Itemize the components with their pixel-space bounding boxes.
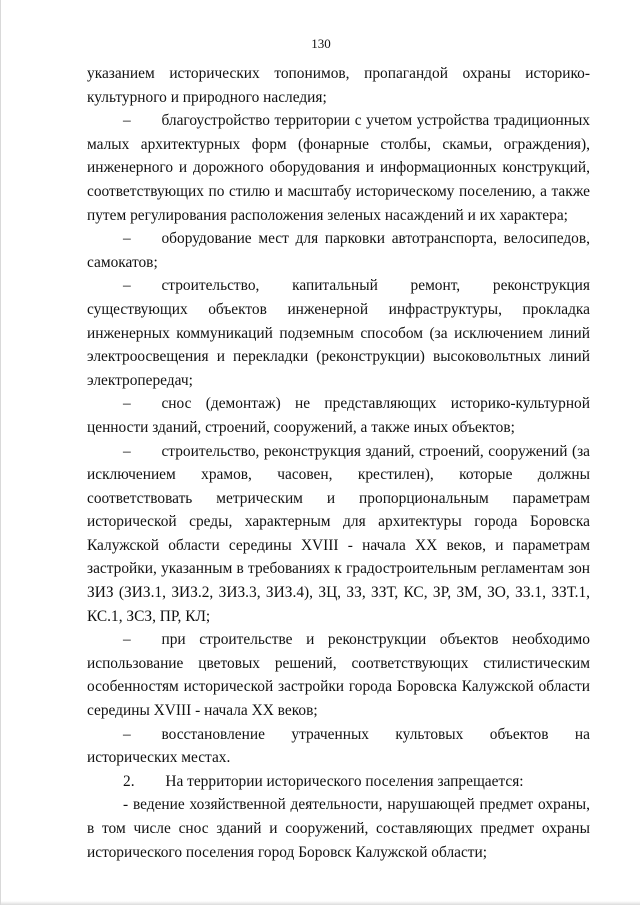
list-item-construction: – строительство, реконструкция зданий, строений, сооружений (за исключением храмов, часовен, крестилен), которые должны соответствовать метрическим и пропорциональным параметрам исторической среды, характерным для архитектуры города Боровска Калужской области середины XVIII - начала XX веков, и параметрам застройки, указанным в требованиях к градостроительным регламентам зон ЗИЗ (ЗИЗ.1, ЗИЗ.2, ЗИЗ.3, ЗИЗ.4), ЗЦ, ЗЗ, ЗЗТ, КС, ЗР, ЗМ, ЗО, ЗЗ.1, ЗЗТ.1, КС.1, ЗСЗ, ПР, КЛ; bbox=[87, 442, 590, 625]
list-item-demolition: – снос (демонтаж) не представляющих историко-культурной ценности зданий, строений, сооружений, а также иных объектов; bbox=[87, 395, 590, 436]
page-bottom-edge bbox=[1, 901, 640, 905]
page-number: 130 bbox=[311, 36, 331, 51]
list-item-landscaping: – благоустройство территории с учетом устройства традиционных малых архитектурных форм (фонарные столбы, скамьи, ограждения), инженерного и дорожного оборудования и информационных конструкций, соответствующих по стилю и масштабу историческому поселению, а также путем регулирования расположения зеленых насаждений и их характера; bbox=[87, 112, 590, 224]
list-item-colors: – при строительстве и реконструкции объектов необходимо использование цветовых решений, соответствующих стилистическим особенностям исторической застройки города Боровска Калужской области середины XVIII - начала XX веков; bbox=[87, 631, 590, 720]
list-item-infrastructure: – строительство, капитальный ремонт, реконструкция существующих объектов инженерной инфраструктуры, прокладка инженерных коммуникаций подземным способом (за исключением линий электроосвещения и перекладки (реконструкции) высоковольтных линий электропередач; bbox=[87, 277, 590, 389]
paragraph-continuation: указанием исторических топонимов, пропагандой охраны историко-культурного и природного наследия; bbox=[87, 65, 590, 106]
list-item-parking: – оборудование мест для парковки автотранспорта, велосипедов, самокатов; bbox=[87, 230, 590, 271]
list-item-restoration: – восстановление утраченных культовых объектов на исторических местах. bbox=[87, 725, 590, 767]
document-body bbox=[87, 62, 590, 864]
list-item-economic-activity: - ведение хозяйственной деятельности, нарушающей предмет охраны, в том числе снос зданий и сооружений, составляющих предмет охраны исторического поселения город Боровск Калужской области; bbox=[87, 796, 590, 861]
section-heading-prohibited: 2. На территории исторического поселения запрещается: bbox=[123, 772, 524, 790]
